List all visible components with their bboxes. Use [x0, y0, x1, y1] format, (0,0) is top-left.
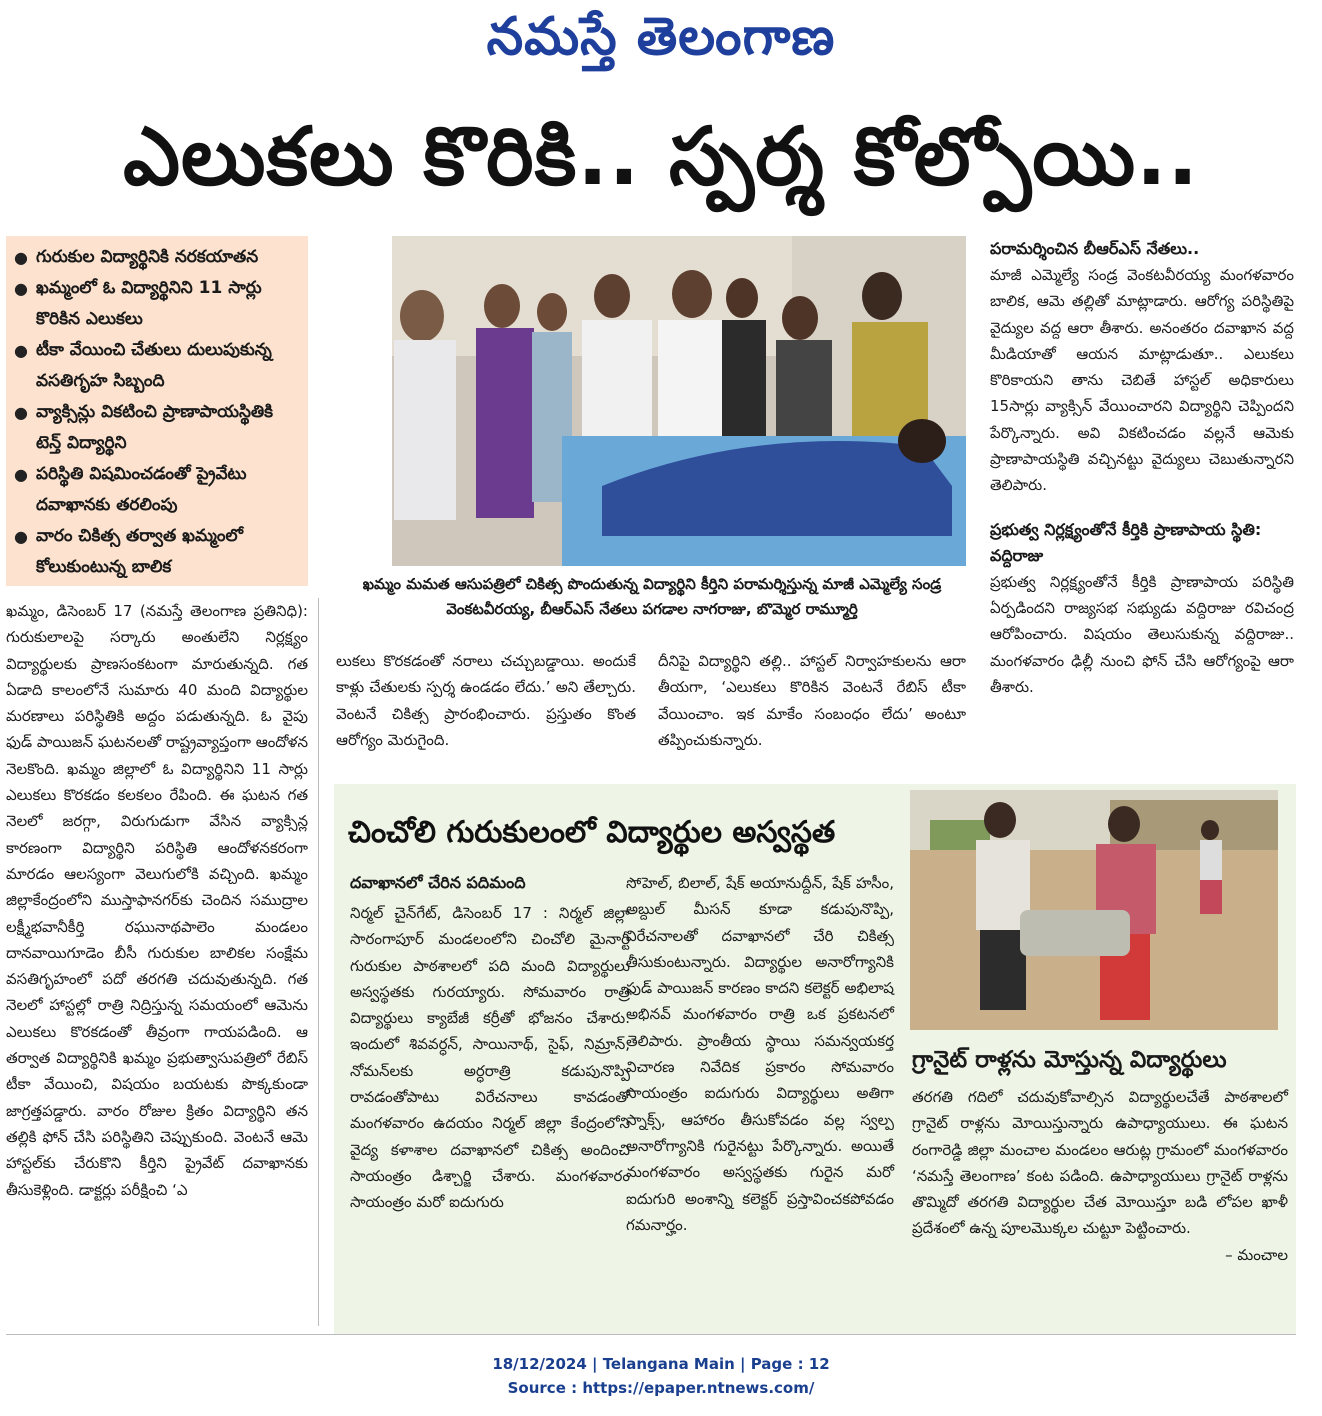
- main-story-column-3: [658, 648, 966, 753]
- section-subhead: పరామర్శించిన బీఆర్ఎస్ నేతలు..: [990, 239, 1200, 258]
- students-photo: [910, 790, 1278, 1030]
- highlight-text: గురుకుల విద్యార్థినికి నరకయాతన: [36, 247, 259, 267]
- highlight-item: ● వ్యాక్సిన్లు వికటించి ప్రాణాపాయస్థితికి టెన్త్ విద్యార్థిని: [14, 397, 304, 459]
- main-story-text: మాజీ ఎమ్మెల్యే సండ్ర వెంకటవీరయ్య మంగళవారం బాలిక, ఆమె తల్లితో మాట్లాడారు. ఆరోగ్య పరిస్థితిపై వైద్యుల వద్ద ఆరా తీశారు. అనంతరం దవాఖాన వద్ద మీడియాతో ఆయన మాట్లాడుతూ.. ఎలుకలు కొరికాయని తాను చెబితే హాస్టల్ అధికారులు 15సార్లు వ్యాక్సిన్ వేయించారని విద్యార్థిని చెప్పిందని పేర్కొన్నారు. అవి వికటించడం వల్లనే ఆమెకు ప్రాణాపాయస్థితి వచ్చినట్టు వైద్యులు చెబుతున్నారని తెలిపారు.: [990, 266, 1294, 495]
- hospital-photo: [392, 236, 966, 566]
- granite-text: తరగతి గదిలో చదువుకోవాల్సిన విద్యార్థులచేతే పాఠశాలలో గ్రానైట్ రాళ్లను మోయిస్తున్నారు ఉపాధ్యాయులు. ఈ ఘటన రంగారెడ్డి జిల్లా మంచాల మండలం ఆరుట్ల గ్రామంలో మంగళవారం ‘నమస్తే తెలంగాణ’ కంట పడింది. ఉపాధ్యాయులు గ్రానైట్ రాళ్లను తొమ్మిదో తరగతి విద్యార్థుల చేత మోయిస్తూ బడి లోపల ఖాళీ ప్రదేశంలో ఉన్న పూలమొక్కల చుట్టూ పెట్టించారు.: [912, 1088, 1288, 1238]
- chincholi-text: నిర్మల్ చైన్‌గేట్, డిసెంబర్ 17 : నిర్మల్ జిల్లా సారంగాపూర్ మండలంలోని చించోలి మైనార్టీ గురుకుల పాఠశాలలో పది మంది విద్యార్థులు అస్వస్థతకు గురయ్యారు. సోమవారం రాత్రి విద్యార్థులు క్యాబేజీ కర్రీతో భోజనం చేశారు. ఇందులో శివవర్ధన్, సాయినాథ్, సైఫ్, నిమ్రాన్, నోమన్‌లకు అర్ధరాత్రి కడుపునొప్పి రావడంతోపాటు విరేచనాలు కావడంతో మంగళవారం ఉదయం నిర్మల్ జిల్లా కేంద్రంలోని వైద్య కళాశాల దవాఖానలో చికిత్స అందించి సాయంత్రం డిశ్చార్జి చేశారు. మంగళవారం సాయంత్రం మరో ఐదుగురు: [350, 904, 630, 1212]
- footer-date-line: 18/12/2024 | Telangana Main | Page : 12: [492, 1355, 830, 1373]
- chincholi-title: చించోలి గురుకులంలో విద్యార్థుల అస్వస్థత: [348, 815, 836, 850]
- main-story-text: ప్రభుత్వ నిర్లక్ష్యంతోనే కీర్తికి ప్రాణాపాయ పరిస్థితి ఏర్పడిందని రాజ్యసభ సభ్యుడు వద్దిరాజు రవిచంద్ర ఆరోపించారు. విషయం తెలుసుకున్న వద్దిరాజు.. మంగళవారం ఢిల్లీ నుంచి ఫోన్ చేసి ఆరోగ్యంపై ఆరా తీశారు.: [990, 572, 1294, 696]
- headline: ఎలుకలు కొరికి.. స్పర్శ కోల్పోయి..: [123, 110, 1199, 203]
- photo-caption: ఖమ్మం మమత ఆసుపత్రిలో చికిత్స పొందుతున్న విద్యార్థిని కీర్తిని పరామర్శిస్తున్న మాజీ ఎమ్మెల్యే సండ్ర వెంకటవీరయ్య, బీఆర్ఎస్ నేతలు పగడాల నాగరాజు, బొమ్మెర రామ్మూర్తి: [362, 575, 942, 618]
- highlight-text: ఖమ్మంలో ఓ విద్యార్థినిని 11 సార్లు కొరికిన ఎలుకలు: [36, 278, 262, 329]
- highlight-item: ● వారం చికిత్స తర్వాత ఖమ్మంలో కోలుకుంటున్న బాలిక: [14, 521, 304, 583]
- main-story-right-column: [990, 236, 1294, 700]
- highlight-item: ● గురుకుల విద్యార్థినికి నరకయాతన: [14, 242, 304, 273]
- chincholi-subhead: దవాఖానలో చేరిన పదిమంది: [350, 873, 526, 892]
- highlight-item: ● ఖమ్మంలో ఓ విద్యార్థినిని 11 సార్లు కొరికిన ఎలుకలు: [14, 273, 304, 335]
- chincholi-column-1: [350, 900, 630, 1216]
- chincholi-text: సోహెల్, బిలాల్, షేక్ అయానుద్దీన్, షేక్ హసీం, అబ్దుల్ మీసన్ కూడా కడుపునొప్పి, విరేచనాలతో దవాఖానలో చేరి చికిత్స తీసుకుంటున్నారు. విద్యార్థుల అనారోగ్యానికి ఫుడ్ పాయిజన్ కారణం కాదని కలెక్టర్ అభిలాష అభినవ్ మంగళవారం రాత్రి ఒక ప్రకటనలో తెలిపారు. ప్రాంతీయ స్థాయి సమన్వయకర్త విచారణ నివేదిక ప్రకారం సోమవారం సాయంత్రం ఐదుగురు విద్యార్థులు అతిగా స్నాక్స్, ఆహారం తీసుకోవడం వల్ల స్వల్ప అనారోగ్యానికి గురైనట్టు పేర్కొన్నారు. అయితే మంగళవారం అస్వస్థతకు గురైన మరో ఐదుగురి అంశాన్ని కలెక్టర్ ప్రస్తావించకపోవడం గమనార్హం.: [626, 874, 894, 1234]
- main-story-text: ఖమ్మం, డిసెంబర్ 17 (నమస్తే తెలంగాణ ప్రతినిధి): గురుకులాలపై సర్కారు అంతులేని నిర్లక్ష్యం విద్యార్థులకు ప్రాణసంకటంగా మారుతున్నది. గత ఏడాది కాలంలోనే సుమారు 40 మంది విద్యార్థుల మరణాలు పరిస్థితికి అద్దం పడుతున్నది. ఓ వైపు ఫుడ్ పాయిజన్ ఘటనలతో రాష్ట్రవ్యాప్తంగా ఆందోళన నెలకొంది. ఖమ్మం జిల్లాలో ఓ విద్యార్థినిని 11 సార్లు ఎలుకలు కొరకడం కలకలం రేపింది. ఈ ఘటన గత నెలలో జరగ్గా, విరుగుడుగా వేసిన వ్యాక్సిన్ల కారణంగా విద్యార్థిని పరిస్థితి ఆందోళనకరంగా మారడం ఆలస్యంగా వెలుగులోకి వచ్చింది. ఖమ్మం జిల్లాకేంద్రంలోని ముస్తాఫానగర్‌కు చెందిన సముద్రాల లక్ష్మీభవానీకీర్తి రఘునాథపాలెం మండలం దానవాయిగూడెం బీసీ గురుకుల బాలికల సంక్షేమ వసతిగృహంలో పదో తరగతి చదువుతున్నది. గత నెలలో హాస్టల్లో రాత్రి నిద్రిస్తున్న సమయంలో ఆమెను ఎలుకలు కొరకడంతో తీవ్రంగా గాయపడింది. ఆ తర్వాత విద్యార్థినికి ఖమ్మం ప్రభుత్వాసుపత్రిలో రేబిస్ టీకా వేయించి, విషయం బయటకు పొక్కకుండా జాగ్రత్తపడ్డారు. వారం రోజుల క్రితం విద్యార్థిని తన తల్లికి ఫోన్ చేసి పరిస్థితిని చెప్పుకుంది. వెంటనే ఆమె హాస్టల్‌కు చేరుకొని కీర్తిని ప్రైవేట్ దవాఖానకు తీసుకెళ్లింది. డాక్టర్లు పరీక్షించి ‘ఎ: [6, 602, 308, 1199]
- main-story-column-2: [336, 648, 636, 753]
- highlight-text: పరిస్థితి విషమించడంతో ప్రైవేటు దవాఖానకు తరలింపు: [36, 464, 247, 515]
- main-story-column-1: [6, 598, 308, 1203]
- highlight-text: వారం చికిత్స తర్వాత ఖమ్మంలో కోలుకుంటున్న బాలిక: [36, 526, 244, 577]
- main-story-text: లుకలు కొరకడంతో నరాలు చచ్చుబడ్డాయి. అందుకే కాళ్లు చేతులకు స్పర్శ ఉండడం లేదు.’ అని తేల్చారు. వెంటనే చికిత్స ప్రారంభించారు. ప్రస్తుతం కొంత ఆరోగ్యం మెరుగైంది.: [336, 652, 636, 749]
- highlight-item: ● పరిస్థితి విషమించడంతో ప్రైవేటు దవాఖానకు తరలింపు: [14, 459, 304, 521]
- granite-column: [912, 1084, 1288, 1268]
- granite-title: గ్రానైట్ రాళ్లను మోస్తున్న విద్యార్థులు: [912, 1047, 1227, 1073]
- highlight-item: ● టీకా వేయించి చేతులు దులుపుకున్న వసతిగృహ సిబ్బంది: [14, 335, 304, 397]
- main-story-text: దీనిపై విద్యార్థిని తల్లి.. హాస్టల్ నిర్వాహకులను ఆరా తీయగా, ‘ఎలుకలు కొరికిన వెంటనే రేబిస్ టీకా వేయించాం. ఇక మాకేం సంబంధం లేదు’ అంటూ తప్పించుకున్నారు.: [658, 652, 966, 749]
- page-bottom-rule: [6, 1334, 1296, 1335]
- highlight-text: టీకా వేయించి చేతులు దులుపుకున్న వసతిగృహ సిబ్బంది: [36, 340, 272, 391]
- masthead-title: నమస్తే తెలంగాణ: [486, 6, 836, 67]
- column-divider: [318, 598, 319, 1326]
- page-footer: [0, 1352, 1322, 1400]
- highlight-text: వ్యాక్సిన్లు వికటించి ప్రాణాపాయస్థితికి టెన్త్ విద్యార్థిని: [36, 402, 274, 453]
- section-subhead: ప్రభుత్వ నిర్లక్ష్యంతోనే కీర్తికి ప్రాణాపాయ స్థితి: వద్దిరాజు: [990, 519, 1262, 565]
- granite-credit: – మంచాల: [1225, 1245, 1288, 1264]
- footer-source-line: Source : https://epaper.ntnews.com/: [507, 1379, 815, 1397]
- chincholi-column-2: [626, 870, 894, 1238]
- highlights-box: [6, 236, 308, 586]
